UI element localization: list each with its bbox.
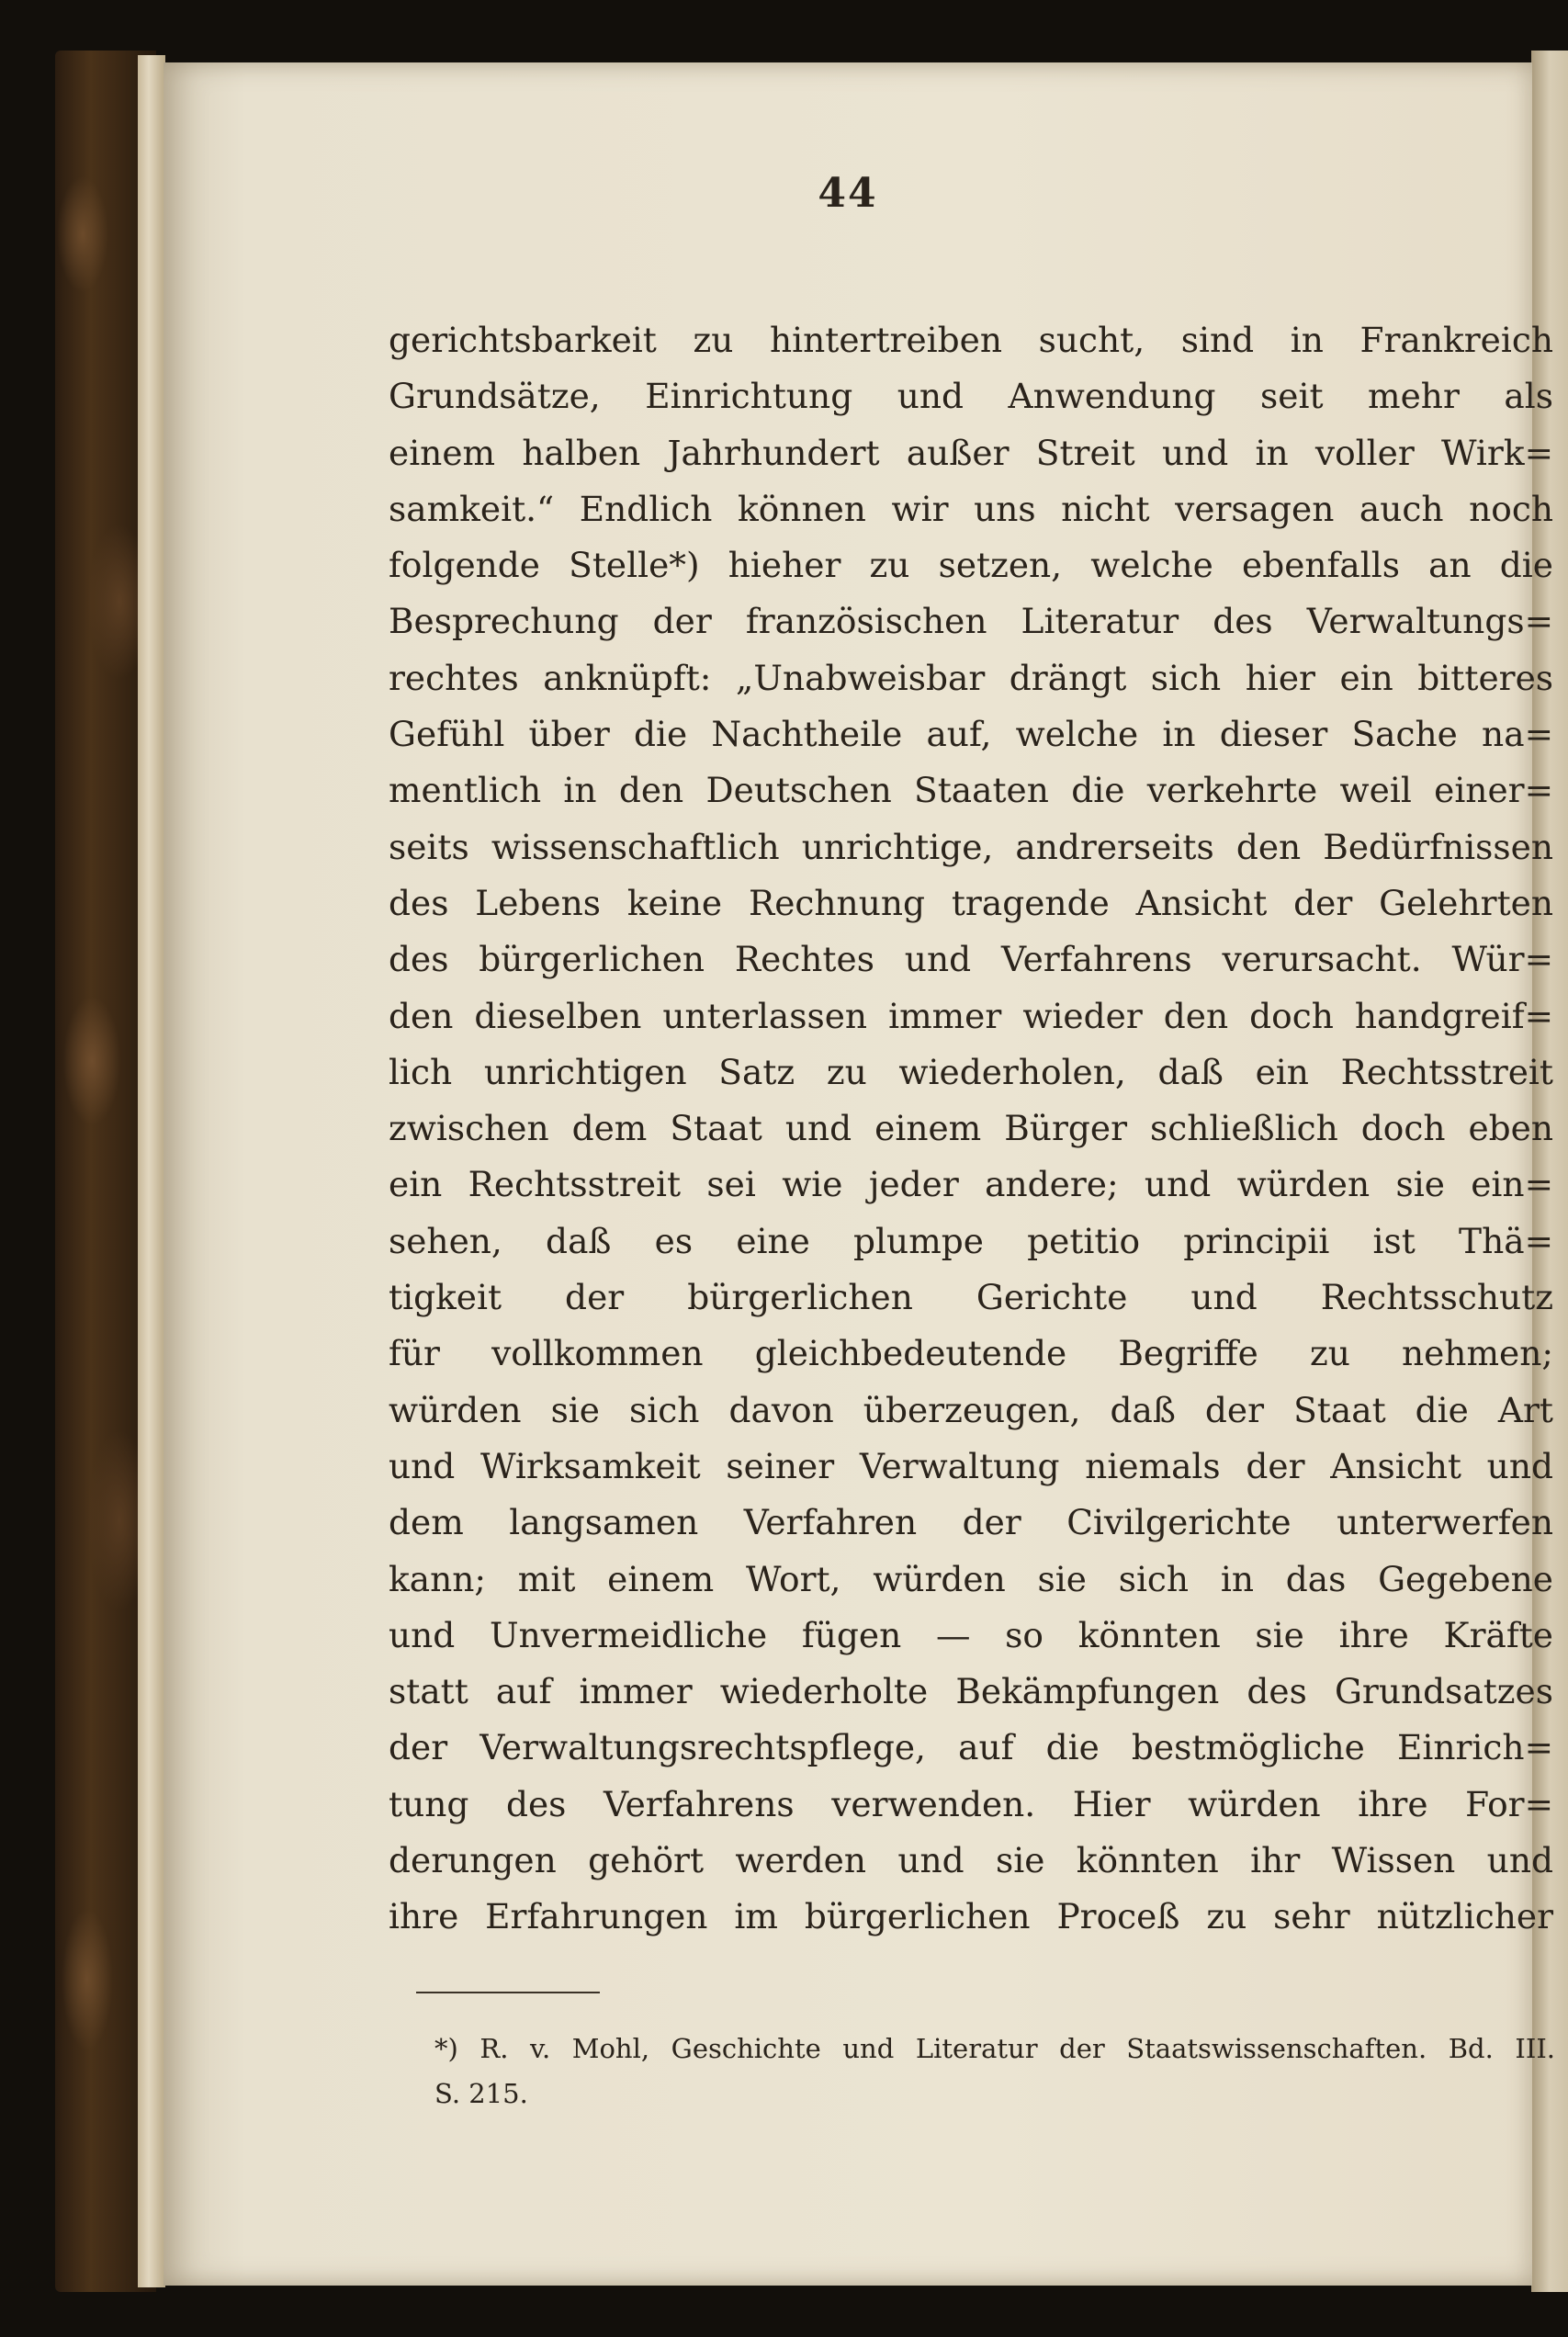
text-line: mentlich in den Deutschen Staaten die verkehrte weil einer= <box>389 770 1553 811</box>
text-line: einem halben Jahrhundert außer Streit und in voller Wirk= <box>389 432 1553 473</box>
text-line: ein Rechtsstreit sei wie jeder andere; und würden sie ein= <box>389 1164 1553 1205</box>
text-line: tung des Verfahrens verwenden. Hier würden ihre For= <box>389 1783 1553 1824</box>
text-line: kann; mit einem Wort, würden sie sich in das Gegebene <box>389 1558 1553 1599</box>
text-line: tigkeit der bürgerlichen Gerichte und Rechtsschutz <box>389 1277 1553 1318</box>
footnote <box>434 2027 1555 2117</box>
text-line: derungen gehört werden und sie könnten ihr Wissen und <box>389 1840 1553 1881</box>
book-page <box>164 62 1555 2286</box>
text-line: seits wissenschaftlich unrichtige, andrerseits den Bedürfnissen <box>389 826 1553 867</box>
text-line: samkeit.“ Endlich können wir uns nicht versagen auch noch <box>389 488 1553 529</box>
text-line: sehen, daß es eine plumpe petitio principii ist Thä= <box>389 1220 1553 1261</box>
text-line: dem langsamen Verfahren der Civilgerichte unterwerfen <box>389 1502 1553 1543</box>
text-line: ihre Erfahrungen im bürgerlichen Proceß zu sehr nützlicher <box>389 1896 1553 1937</box>
text-line: Besprechung der französischen Literatur des Verwaltungs= <box>389 601 1553 642</box>
text-line: gerichtsbarkeit zu hintertreiben sucht, sind in Frankreich <box>389 320 1553 360</box>
text-line: der Verwaltungsrechtspflege, auf die bestmögliche Einrich= <box>389 1727 1553 1768</box>
text-line: und Wirksamkeit seiner Verwaltung niemals der Ansicht und <box>389 1445 1553 1486</box>
text-line: folgende Stelle*) hieher zu setzen, welche ebenfalls an die <box>389 545 1553 586</box>
text-line: des bürgerlichen Rechtes und Verfahrens verursacht. Wür= <box>389 939 1553 980</box>
text-line: statt auf immer wiederholte Bekämpfungen des Grundsatzes <box>389 1671 1553 1712</box>
text-line: Grundsätze, Einrichtung und Anwendung seit mehr als <box>389 376 1553 417</box>
text-line: würden sie sich davon überzeugen, daß der Staat die Art <box>389 1389 1553 1430</box>
body-text <box>389 312 1553 1946</box>
text-line: für vollkommen gleichbedeutende Begriffe zu nehmen; <box>389 1333 1553 1374</box>
text-line: Gefühl über die Nachtheile auf, welche in dieser Sache na= <box>389 714 1553 755</box>
page-number: 44 <box>818 170 878 217</box>
text-line: des Lebens keine Rechnung tragende Ansicht der Gelehrten <box>389 882 1553 923</box>
text-line: und Unvermeidliche fügen — so könnten sie ihre Kräfte <box>389 1614 1553 1655</box>
text-line: rechtes anknüpft: „Unabweisbar drängt sich hier ein bitteres <box>389 657 1553 698</box>
page-stack-edge <box>138 55 165 2287</box>
text-line: lich unrichtigen Satz zu wiederholen, daß ein Rechtsstreit <box>389 1051 1553 1092</box>
text-line: zwischen dem Staat und einem Bürger schließlich doch eben <box>389 1108 1553 1149</box>
footnote-line: *) R. v. Mohl, Geschichte und Literatur der Staatswissenschaften. Bd. III. <box>434 2033 1555 2064</box>
text-line: den dieselben unterlassen immer wieder den doch handgreif= <box>389 995 1553 1036</box>
footnote-line: S. 215. <box>434 2078 528 2109</box>
footnote-separator <box>416 1992 600 1993</box>
